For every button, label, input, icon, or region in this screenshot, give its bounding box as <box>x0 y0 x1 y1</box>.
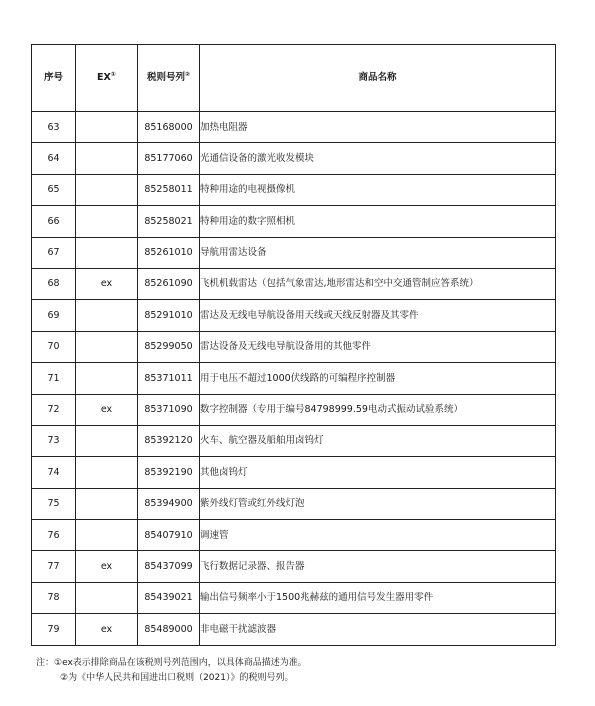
footnote-1: 注：①ex表示排除商品在该税则号列范围内，以具体商品描述为准。 <box>36 658 307 668</box>
header-name: 商品名称 <box>200 45 556 112</box>
cell-name: 调速管 <box>200 520 556 551</box>
table-row <box>32 268 556 299</box>
cell-seq: 79 <box>32 614 76 645</box>
table-row <box>32 363 556 394</box>
cell-name: 特种用途的数字照相机 <box>200 206 556 237</box>
cell-ex <box>76 363 138 394</box>
cell-seq: 75 <box>32 488 76 519</box>
cell-ex <box>76 331 138 362</box>
cell-ex <box>76 425 138 456</box>
cell-name: 非电磁干扰滤波器 <box>200 614 556 645</box>
cell-name: 加热电阻器 <box>200 112 556 143</box>
table-row <box>32 174 556 205</box>
cell-ex: ex <box>76 614 138 645</box>
cell-ex: ex <box>76 551 138 582</box>
table-row <box>32 206 556 237</box>
cell-name: 紫外线灯管或红外线灯泡 <box>200 488 556 519</box>
cell-name: 数字控制器（专用于编号84798999.59电动式振动试验系统） <box>200 394 556 425</box>
cell-ex <box>76 520 138 551</box>
cell-code: 85371090 <box>138 394 200 425</box>
cell-ex <box>76 488 138 519</box>
cell-code: 85291010 <box>138 300 200 331</box>
table-row <box>32 425 556 456</box>
cell-seq: 67 <box>32 237 76 268</box>
table-row <box>32 488 556 519</box>
cell-seq: 78 <box>32 582 76 613</box>
table-row <box>32 237 556 268</box>
header-code: 税则号列② <box>138 45 200 112</box>
table-row <box>32 331 556 362</box>
cell-code: 85177060 <box>138 143 200 174</box>
cell-code: 85489000 <box>138 614 200 645</box>
table-row <box>32 457 556 488</box>
cell-name: 导航用雷达设备 <box>200 237 556 268</box>
cell-name: 输出信号频率小于1500兆赫兹的通用信号发生器用零件 <box>200 582 556 613</box>
table-row <box>32 614 556 645</box>
cell-code: 85258011 <box>138 174 200 205</box>
cell-code: 85394900 <box>138 488 200 519</box>
cell-ex <box>76 457 138 488</box>
cell-seq: 73 <box>32 425 76 456</box>
footnote-2: ②为《中华人民共和国进出口税则（2021）》的税则号列。 <box>60 673 294 683</box>
cell-code: 85437099 <box>138 551 200 582</box>
cell-code: 85299050 <box>138 331 200 362</box>
cell-ex <box>76 174 138 205</box>
cell-ex: ex <box>76 268 138 299</box>
table-row <box>32 551 556 582</box>
footnote-mark-2: ② <box>184 71 191 79</box>
cell-name: 火车、航空器及船舶用卤钨灯 <box>200 425 556 456</box>
table-row <box>32 300 556 331</box>
table-body <box>32 112 556 646</box>
header-ex: EX① <box>76 45 138 112</box>
cell-seq: 74 <box>32 457 76 488</box>
cell-code: 85392120 <box>138 425 200 456</box>
cell-code: 85168000 <box>138 112 200 143</box>
cell-code: 85407910 <box>138 520 200 551</box>
footnote-mark-1: ① <box>110 71 116 79</box>
cell-code: 85439021 <box>138 582 200 613</box>
cell-code: 85261010 <box>138 237 200 268</box>
cell-seq: 63 <box>32 112 76 143</box>
cell-ex <box>76 237 138 268</box>
cell-name: 飞机机载雷达（包括气象雷达,地形雷达和空中交通管制应答系统） <box>200 268 556 299</box>
cell-code: 85258021 <box>138 206 200 237</box>
cell-name: 其他卤钨灯 <box>200 457 556 488</box>
table-row <box>32 582 556 613</box>
table-row <box>32 143 556 174</box>
cell-seq: 76 <box>32 520 76 551</box>
cell-seq: 71 <box>32 363 76 394</box>
cell-seq: 68 <box>32 268 76 299</box>
cell-code: 85261090 <box>138 268 200 299</box>
cell-ex <box>76 300 138 331</box>
cell-seq: 72 <box>32 394 76 425</box>
cell-seq: 66 <box>32 206 76 237</box>
cell-name: 用于电压不超过1000伏线路的可编程序控制器 <box>200 363 556 394</box>
table-row <box>32 112 556 143</box>
cell-code: 85371011 <box>138 363 200 394</box>
table-row <box>32 520 556 551</box>
cell-name: 雷达设备及无线电导航设备用的其他零件 <box>200 331 556 362</box>
cell-seq: 69 <box>32 300 76 331</box>
footnotes <box>36 656 307 686</box>
cell-ex <box>76 112 138 143</box>
cell-name: 雷达及无线电导航设备用天线或天线反射器及其零件 <box>200 300 556 331</box>
cell-name: 特种用途的电视摄像机 <box>200 174 556 205</box>
table-header-row <box>32 45 556 112</box>
cell-name: 飞行数据记录器、报告器 <box>200 551 556 582</box>
cell-ex <box>76 206 138 237</box>
cell-ex <box>76 143 138 174</box>
cell-seq: 70 <box>32 331 76 362</box>
cell-name: 光通信设备的激光收发模块 <box>200 143 556 174</box>
tariff-table <box>31 44 556 646</box>
table-row <box>32 394 556 425</box>
cell-seq: 65 <box>32 174 76 205</box>
header-seq: 序号 <box>32 45 76 112</box>
cell-seq: 64 <box>32 143 76 174</box>
cell-ex: ex <box>76 394 138 425</box>
cell-ex <box>76 582 138 613</box>
cell-code: 85392190 <box>138 457 200 488</box>
cell-seq: 77 <box>32 551 76 582</box>
